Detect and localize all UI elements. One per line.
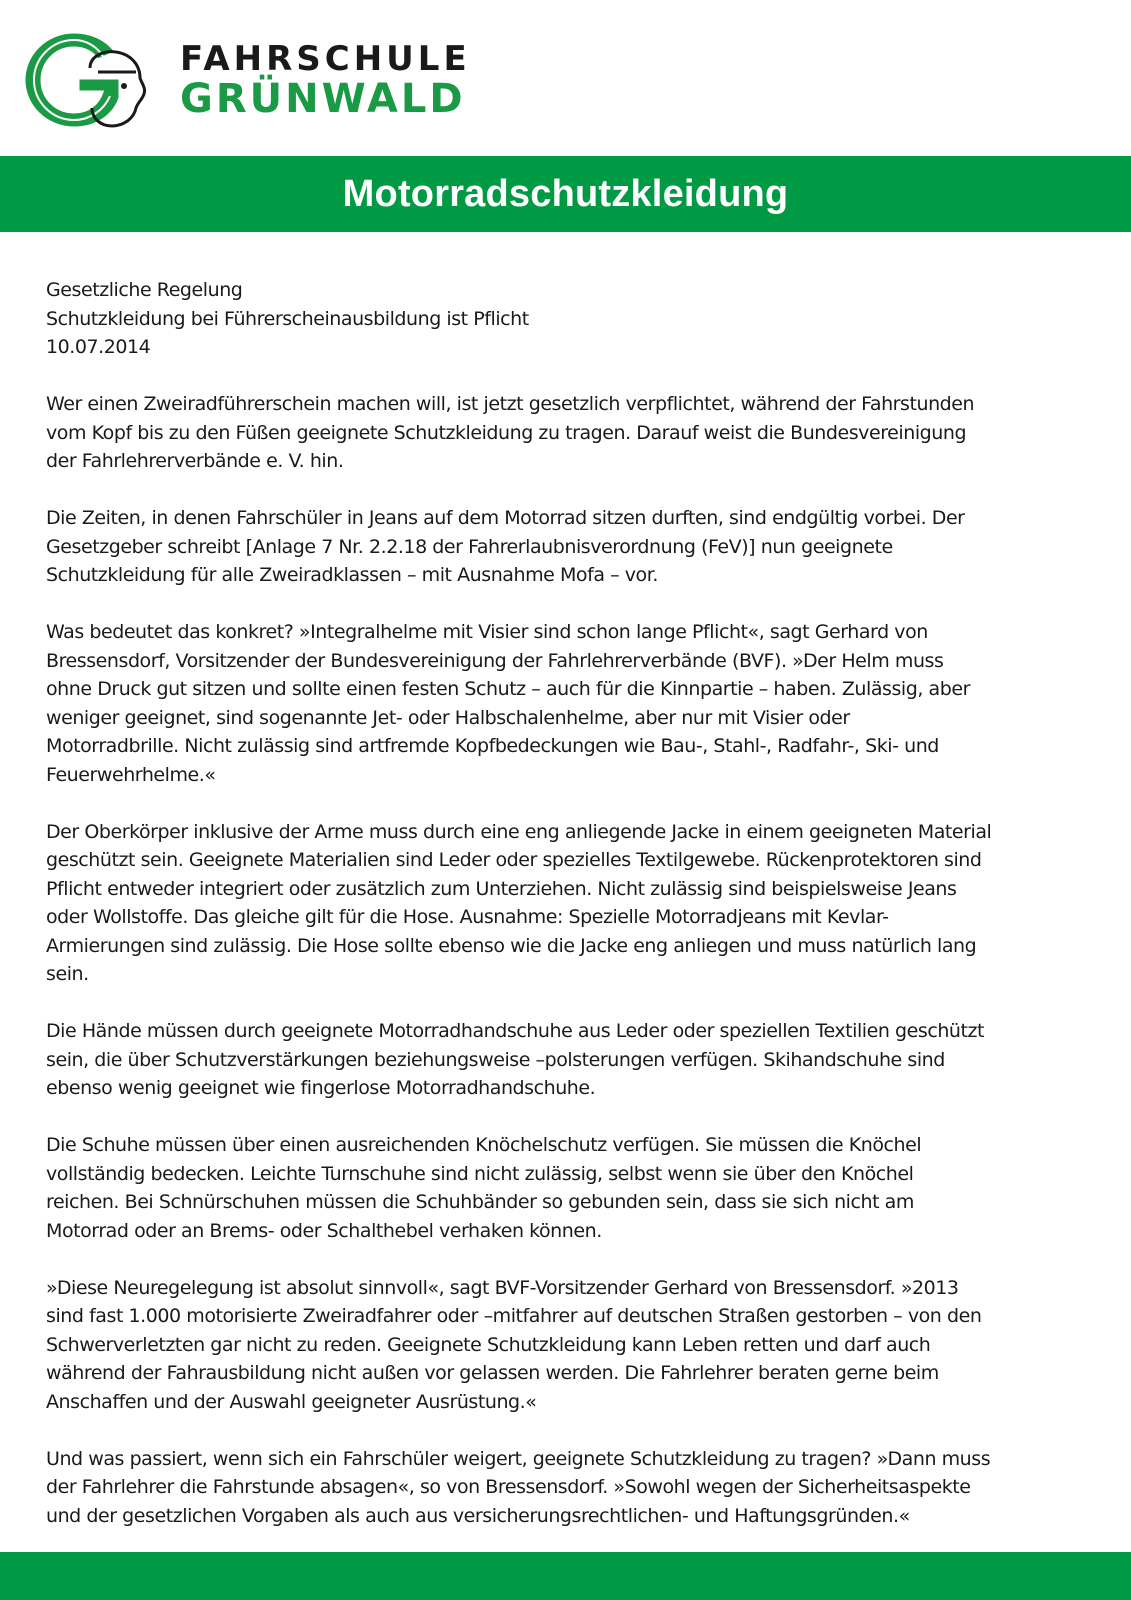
- article-paragraph: [46, 1131, 1091, 1245]
- header: [0, 0, 1131, 156]
- paragraph-line: »Diese Neuregelegung ist absolut sinnvoll«, sagt BVF-Vorsitzender Gerhard von Bressensdorf. »2013: [46, 1276, 959, 1299]
- paragraph-line: Schwerverletzten gar nicht zu reden. Geeignete Schutzkleidung kann Leben retten und darf auch: [46, 1333, 931, 1356]
- paragraph-line: der Fahrlehrer die Fahrstunde absagen«, so von Bressensdorf. »Sowohl wegen der Sicherheitsaspekte: [46, 1476, 971, 1498]
- brand-name-line1: FAHRSCHULE: [180, 39, 471, 79]
- paragraph-line: und der gesetzlichen Vorgaben als auch aus versicherungsrechtlichen- und Haftungsgründen.«: [46, 1504, 910, 1527]
- article-paragraph: [46, 390, 1091, 476]
- paragraph-line: oder Wollstoffe. Das gleiche gilt für die Hose. Ausnahme: Spezielle Motorradjeans mit Kevlar-: [46, 906, 889, 928]
- paragraph-line: Anschaffen und der Auswahl geeigneter Ausrüstung.«: [46, 1390, 537, 1413]
- paragraph-line: Und was passiert, wenn sich ein Fahrschüler weigert, geeignete Schutzkleidung zu tragen? »Dann muss: [46, 1447, 991, 1470]
- paragraph-line: sein, die über Schutzverstärkungen beziehungsweise –polsterungen verfügen. Skihandschuhe sind: [46, 1048, 945, 1071]
- article-headline: Schutzkleidung bei Führerscheinausbildung ist Pflicht: [46, 307, 529, 330]
- paragraph-line: Die Schuhe müssen über einen ausreichenden Knöchelschutz verfügen. Sie müssen die Knöchel: [46, 1134, 922, 1156]
- paragraph-line: ohne Druck gut sitzen und sollte einen festen Schutz – auch für die Kinnpartie – haben. Zulässig, aber: [46, 678, 970, 700]
- paragraph-line: Bressensdorf, Vorsitzender der Bundesvereinigung der Fahrlehrerverbände (BVF). »Der Helm muss: [46, 649, 944, 672]
- paragraph-line: Der Oberkörper inklusive der Arme muss durch eine eng anliegende Jacke in einem geeigneten Material: [46, 820, 992, 843]
- paragraph-line: sind fast 1.000 motorisierte Zweiradfahrer oder –mitfahrer auf deutschen Straßen gestorben – von den: [46, 1305, 982, 1327]
- paragraph-line: Die Zeiten, in denen Fahrschüler in Jeans auf dem Motorrad sitzen durften, sind endgültig vorbei. Der: [46, 507, 965, 529]
- paragraph-line: während der Fahrausbildung nicht außen vor gelassen werden. Die Fahrlehrer beraten gerne beim: [46, 1362, 939, 1384]
- paragraph-line: reichen. Bei Schnürschuhen müssen die Schuhbänder so gebunden sein, dass sie sich nicht am: [46, 1191, 914, 1213]
- article-paragraph: [46, 1274, 1091, 1417]
- article-date: 10.07.2014: [46, 336, 151, 358]
- paragraph-line: der Fahrlehrerverbände e. V. hin.: [46, 450, 344, 472]
- paragraph-line: vollständig bedecken. Leichte Turnschuhe sind nicht zulässig, selbst wenn sie über den Knöchel: [46, 1162, 914, 1185]
- paragraph-line: Schutzkleidung für alle Zweiradklassen – mit Ausnahme Mofa – vor.: [46, 564, 658, 586]
- article-paragraph: [46, 1017, 1091, 1103]
- paragraph-line: Die Hände müssen durch geeignete Motorradhandschuhe aus Leder oder speziellen Textilien geschützt: [46, 1020, 985, 1042]
- article-paragraph: [46, 504, 1091, 590]
- paragraph-line: ebenso wenig geeignet wie fingerlose Motorradhandschuhe.: [46, 1077, 596, 1099]
- brand-name-line2: GRÜNWALD: [180, 76, 466, 122]
- paragraph-line: Motorrad oder an Brems- oder Schalthebel verhaken können.: [46, 1219, 602, 1242]
- paragraph-line: geschützt sein. Geeignete Materialien sind Leder oder spezielles Textilgewebe. Rückenprotektoren sind: [46, 849, 982, 871]
- footer-band: [0, 1552, 1131, 1600]
- paragraph-line: sein.: [46, 963, 89, 985]
- paragraph-line: Armierungen sind zulässig. Die Hose sollte ebenso wie die Jacke eng anliegen und muss natürlich lang: [46, 934, 977, 957]
- paragraph-line: Motorradbrille. Nicht zulässig sind artfremde Kopfbedeckungen wie Bau-, Stahl-, Radfahr-, Ski- und: [46, 735, 939, 757]
- page-title: Motorradschutzkleidung: [342, 172, 789, 215]
- paragraph-line: Feuerwehrhelme.«: [46, 763, 216, 786]
- article-paragraph: [46, 818, 1091, 989]
- article-paragraph: [46, 618, 1091, 789]
- article-paragraph: [46, 1445, 1091, 1531]
- article: [46, 276, 1091, 1530]
- paragraph-line: vom Kopf bis zu den Füßen geeignete Schutzkleidung zu tragen. Darauf weist die Bundesvereinigung: [46, 421, 967, 444]
- paragraph-line: Wer einen Zweiradführerschein machen will, ist jetzt gesetzlich verpflichtet, während der Fahrstunden: [46, 393, 975, 415]
- paragraph-line: Was bedeutet das konkret? »Integralhelme mit Visier sind schon lange Pflicht«, sagt Gerhard von: [46, 621, 928, 643]
- paragraph-line: Gesetzgeber schreibt [Anlage 7 Nr. 2.2.18 der Fahrerlaubnisverordnung (FeV)] nun geeignete: [46, 535, 893, 558]
- paragraph-line: weniger geeignet, sind sogenannte Jet- oder Halbschalenhelme, aber nur mit Visier oder: [46, 706, 850, 729]
- brand-wordmark: [180, 40, 471, 120]
- g-letter-logo-icon: [20, 28, 150, 132]
- article-body: [46, 390, 1091, 1530]
- paragraph-line: Pflicht entweder integriert oder zusätzlich zum Unterziehen. Nicht zulässig sind beispielsweise Jeans: [46, 877, 957, 900]
- title-banner: [0, 156, 1131, 232]
- article-category: Gesetzliche Regelung: [46, 279, 243, 301]
